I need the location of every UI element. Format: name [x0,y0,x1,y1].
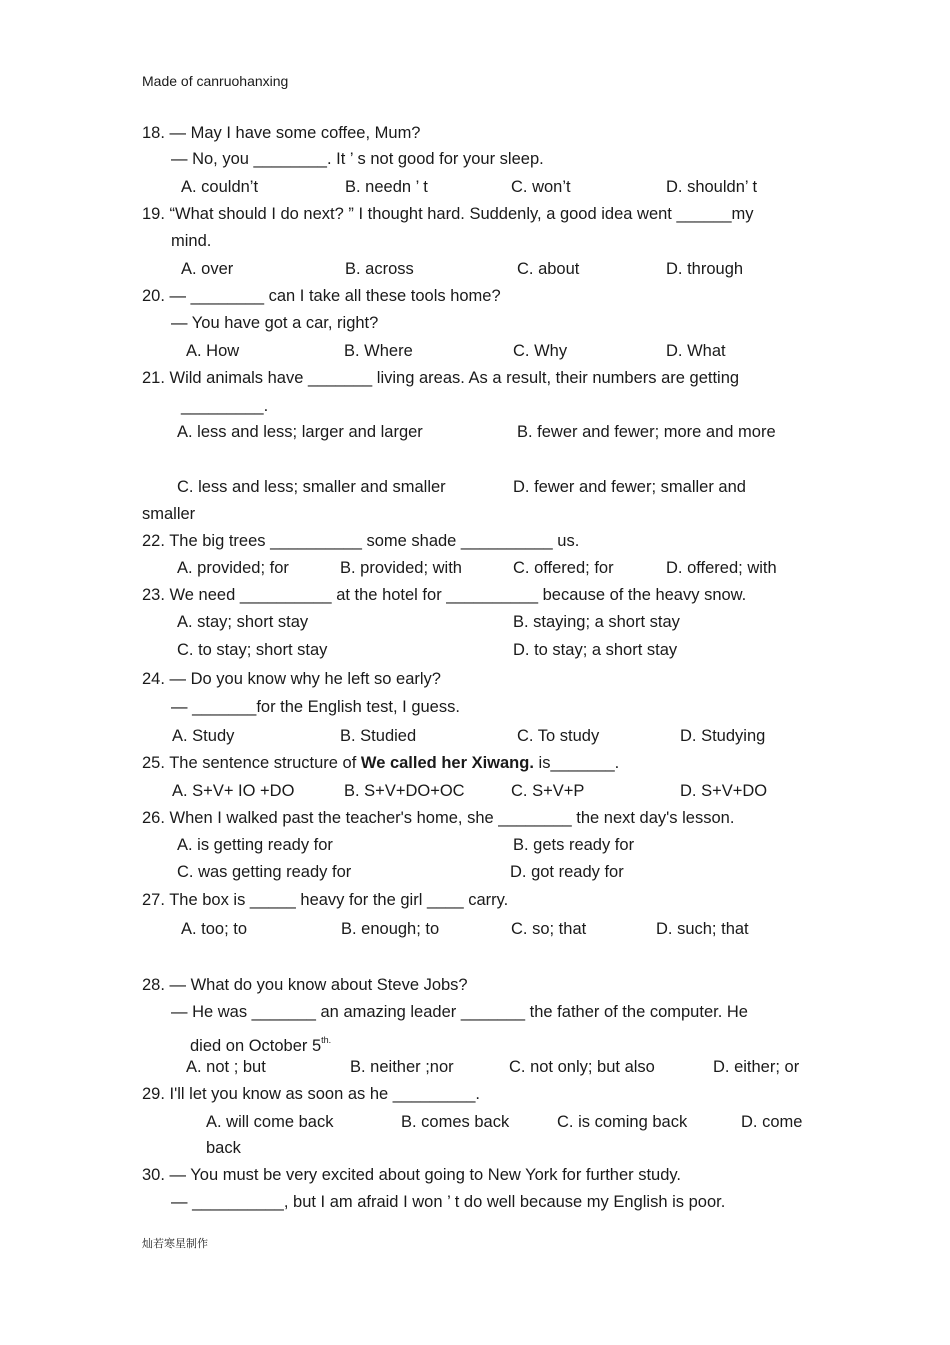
q24-option-d: D. Studying [680,727,766,745]
q29-option-a: A. will come back [206,1113,334,1131]
q22-stem: 22. The big trees __________ some shade __________ us. [142,532,580,550]
q23-option-a: A. stay; short stay [177,613,309,631]
q25-option-a: A. S+V+ IO +DO [172,782,295,800]
q28-reply: — He was _______ an amazing leader _______ the father of the computer. He [171,1003,748,1021]
q26-option-c: C. was getting ready for [177,863,352,881]
q21-blank: _________. [181,397,269,415]
q21-option-c: C. less and less; smaller and smaller [177,478,446,496]
q25-stem [142,753,619,773]
q19-stem-cont: mind. [171,232,212,250]
q18-option-b: B. needn ’ t [345,178,428,196]
q28-date-text: died on October 5 [190,1037,322,1055]
q28-option-a: A. not ; but [186,1058,266,1076]
page-footer: 灿若寒星制作 [142,1238,208,1250]
q27-option-a: A. too; to [181,920,248,938]
q28-stem-cont [190,1030,331,1056]
q28-option-c: C. not only; but also [509,1058,655,1076]
q19-stem: 19. “What should I do next? ” I thought hard. Suddenly, a good idea went ______my [142,205,754,223]
q28-date-suffix: th. [321,1035,332,1045]
q18-reply: — No, you ________. It ’ s not good for your sleep. [171,150,544,168]
page-header: Made of canruohanxing [142,73,289,89]
q23-option-c: C. to stay; short stay [177,641,328,659]
q23-option-d: D. to stay; a short stay [513,641,678,659]
q26-option-a: A. is getting ready for [177,836,333,854]
q25-stem-pre: 25. The sentence structure of [142,754,361,772]
q22-option-a: A. provided; for [177,559,289,577]
q25-stem-post: is_______. [533,754,620,772]
q29-stem: 29. I'll let you know as soon as he _________. [142,1085,480,1103]
q24-option-c: C. To study [517,727,600,745]
q18-stem: 18. — May I have some coffee, Mum? [142,124,421,142]
q21-option-d: D. fewer and fewer; smaller and [513,478,746,496]
q25-option-b: B. S+V+DO+OC [344,782,465,800]
q21-option-b: B. fewer and fewer; more and more [517,423,776,441]
q22-option-c: C. offered; for [513,559,614,577]
q19-option-a: A. over [181,260,234,278]
q24-stem: 24. — Do you know why he left so early? [142,670,441,688]
q23-stem: 23. We need __________ at the hotel for __________ because of the heavy snow. [142,586,747,604]
q20-option-a: A. How [186,342,240,360]
q27-option-c: C. so; that [511,920,587,938]
q29-option-d-cont: back [206,1139,241,1157]
q29-option-c: C. is coming back [557,1113,688,1131]
q24-option-a: A. Study [172,727,235,745]
q26-option-b: B. gets ready for [513,836,635,854]
q26-stem: 26. When I walked past the teacher's home, she ________ the next day's lesson. [142,809,735,827]
q29-option-b: B. comes back [401,1113,510,1131]
q18-option-d: D. shouldn’ t [666,178,758,196]
q25-option-c: C. S+V+P [511,782,585,800]
q24-reply: — _______for the English test, I guess. [171,698,460,716]
q28-option-d: D. either; or [713,1058,800,1076]
q19-option-d: D. through [666,260,744,278]
q30-reply: — __________, but I am afraid I won ’ t do well because my English is poor. [171,1193,726,1211]
q24-option-b: B. Studied [340,727,417,745]
q29-option-d: D. come [741,1113,803,1131]
q30-stem: 30. — You must be very excited about going to New York for further study. [142,1166,682,1184]
q25-option-d: D. S+V+DO [680,782,768,800]
q25-stem-sentence: We called her Xiwang. [360,754,534,772]
q20-reply: — You have got a car, right? [171,314,379,332]
q27-option-d: D. such; that [656,920,749,938]
q19-option-b: B. across [345,260,414,278]
q23-option-b: B. staying; a short stay [513,613,680,631]
q20-option-c: C. Why [513,342,568,360]
q26-option-d: D. got ready for [510,863,624,881]
q27-stem: 27. The box is _____ heavy for the girl ____ carry. [142,891,509,909]
q20-option-b: B. Where [344,342,413,360]
q22-option-d: D. offered; with [666,559,777,577]
q28-stem: 28. — What do you know about Steve Jobs? [142,976,468,994]
q21-stem: 21. Wild animals have _______ living areas. As a result, their numbers are getting [142,369,740,387]
q27-option-b: B. enough; to [341,920,440,938]
q21-option-a: A. less and less; larger and larger [177,423,423,441]
q28-option-b: B. neither ;nor [350,1058,454,1076]
q19-option-c: C. about [517,260,580,278]
q20-stem: 20. — ________ can I take all these tools home? [142,287,501,305]
q18-option-c: C. won’t [511,178,571,196]
q22-option-b: B. provided; with [340,559,462,577]
q20-option-d: D. What [666,342,726,360]
q18-option-a: A. couldn’t [181,178,259,196]
q21-option-d-cont: smaller [142,505,196,523]
